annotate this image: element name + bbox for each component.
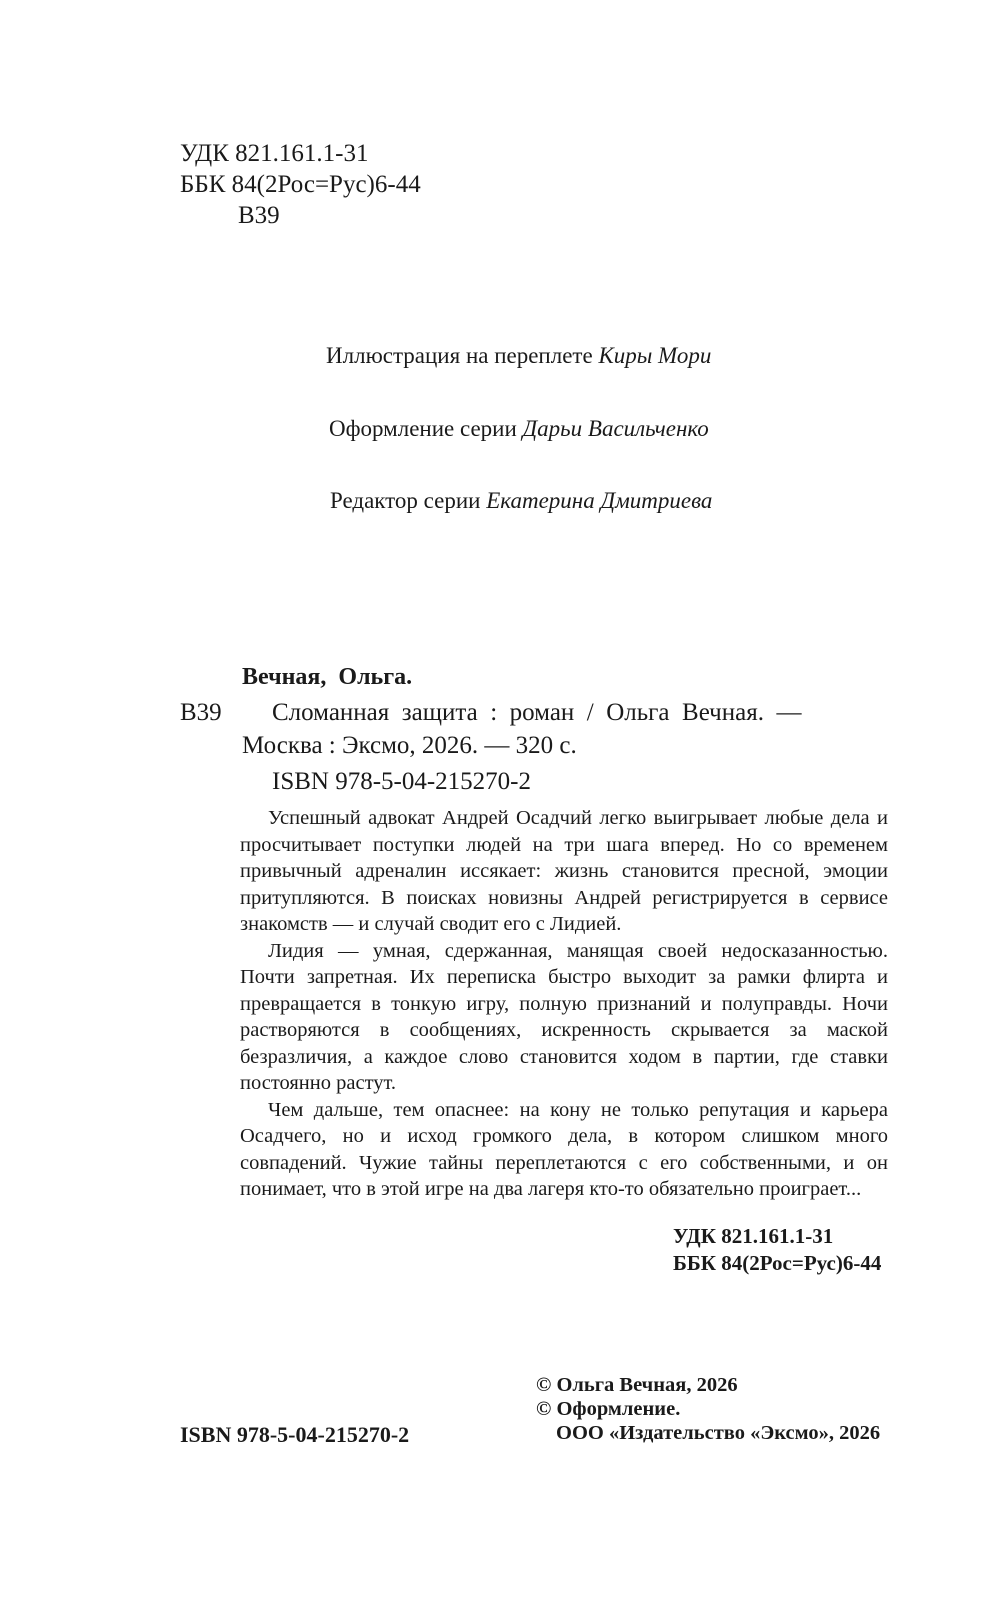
footer-isbn: ISBN 978-5-04-215270-2 <box>180 1422 410 1447</box>
abstract-paragraph: Успешный адвокат Андрей Осадчий легко выигрывает любые дела и просчитывает поступки людей на три шага вперед. Но со временем привычный адреналин иссякает: жизнь становится пресной, эмоции притупляются. В поисках новизны Андрей регистрируется в сервисе знакомств — и случай сводит его с Лидией. <box>240 807 888 935</box>
copyright-author: © Ольга Вечная, 2026 <box>536 1374 738 1396</box>
credit-series-design <box>329 416 709 442</box>
right-codes <box>673 1223 881 1277</box>
credit-series-editor <box>330 488 712 514</box>
credit-person: Дарьи Васильченко <box>522 416 709 441</box>
record-title: Сломанная защита : роман / Ольга Вечная. — <box>272 699 802 726</box>
udk-code: УДК 821.161.1-31 <box>673 1224 834 1248</box>
bbk-code: ББК 84(2Рос=Рус)6-44 <box>180 171 421 198</box>
credit-illustration <box>326 343 711 369</box>
udk-code: УДК 821.161.1-31 <box>180 140 369 167</box>
credit-person: Киры Мори <box>598 343 712 368</box>
abstract-paragraph: Чем дальше, тем опаснее: на кону не только репутация и карьера Осадчего, но и исход громкого дела, в котором слишком много совпадений. Чужие тайны переплетаются с его собственными, и он понимает, что в этой игре на два лагеря кто-то обязательно проиграет... <box>240 1098 888 1200</box>
credit-label: Оформление серии <box>329 416 517 441</box>
copyright-publisher: ООО «Издательство «Эксмо», 2026 <box>556 1422 881 1444</box>
record-mark: В39 <box>180 699 222 726</box>
header-codes <box>180 138 421 231</box>
credit-label: Редактор серии <box>330 488 481 513</box>
author-mark: В39 <box>238 202 280 229</box>
bbk-code: ББК 84(2Рос=Рус)6-44 <box>673 1251 882 1275</box>
record-author: Вечная, Ольга. <box>242 664 413 690</box>
record-isbn: ISBN 978-5-04-215270-2 <box>272 768 532 795</box>
credit-label: Иллюстрация на переплете <box>326 343 593 368</box>
copyright-block <box>536 1373 880 1445</box>
record-imprint: Москва : Эксмо, 2026. — 320 с. <box>242 732 577 759</box>
copyright-design: © Оформление. <box>536 1398 681 1420</box>
abstract-paragraph: Лидия — умная, сдержанная, манящая своей недосказанностью. Почти запретная. Их переписка быстро выходит за рамки флирта и превращается в тонкую игру, полную признаний и полуправды. Ночи растворяются в сообщениях, искренность скрывается за маской безразличия, а каждое слово становится ходом в партии, где ставки постоянно растут. <box>240 939 888 1094</box>
credit-person: Екатерина Дмитриева <box>486 488 713 513</box>
abstract <box>240 805 888 1203</box>
